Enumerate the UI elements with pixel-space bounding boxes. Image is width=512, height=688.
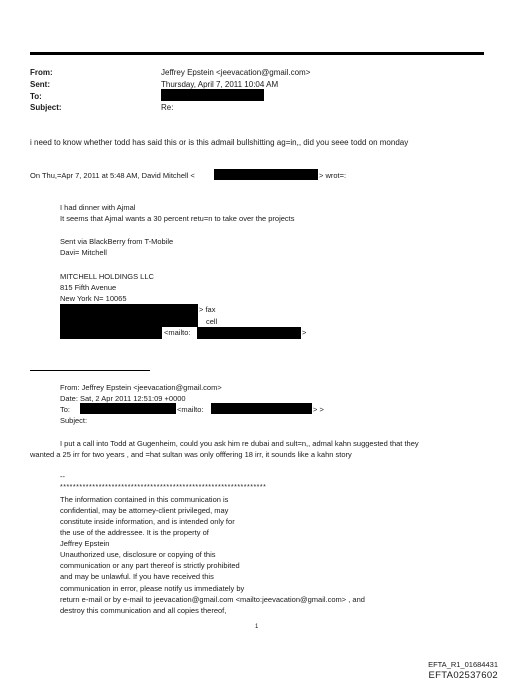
disclaimer-line: constitute inside information, and is intended only for bbox=[60, 517, 235, 526]
subject-value: Re: bbox=[161, 103, 174, 112]
address-line-2: New York N= 10065 bbox=[60, 294, 127, 303]
disclaimer-stars: **************************************************************** bbox=[60, 484, 267, 491]
fwd-para-line-2: wanted a 25 irr for two years , and =hat sultan was only offfering 18 irr, it sounds like a kahn story bbox=[30, 450, 352, 459]
disclaimer-line: the use of the addressee. It is the property of bbox=[60, 528, 209, 537]
sent-value: Thursday, April 7, 2011 10:04 AM bbox=[161, 80, 279, 89]
disclaimer-line: and may be unlawful. If you have received this bbox=[60, 572, 214, 581]
sent-via: Sent via BlackBerry from T-Mobile bbox=[60, 237, 174, 246]
to-label: To: bbox=[30, 92, 42, 101]
mailto-label: <mailto: bbox=[164, 328, 191, 337]
disclaimer-line: communication in error, please notify us immediately by bbox=[60, 584, 245, 593]
fwd-to-redaction bbox=[80, 403, 176, 414]
sig-dashes: -- bbox=[60, 472, 65, 481]
disclaimer-line: confidential, may be attorney-client privileged, may bbox=[60, 506, 229, 515]
from-label: From: bbox=[30, 68, 53, 77]
disclaimer-line: return e-mail or by e-mail to jeevacation@gmail.com <mailto:jeevacation@gmail.com> , and bbox=[60, 595, 365, 604]
disclaimer-line: Jeffrey Epstein bbox=[60, 539, 110, 548]
company-name: MITCHELL HOLDINGS LLC bbox=[60, 272, 154, 281]
reply-redaction bbox=[214, 169, 318, 180]
page-number: 1 bbox=[255, 624, 259, 630]
fwd-email-redaction bbox=[211, 403, 312, 414]
cell-label: cell bbox=[206, 317, 218, 326]
disclaimer-line: destroy this communication and all copies thereof, bbox=[60, 606, 227, 615]
cell-redaction bbox=[60, 327, 162, 339]
disclaimer-line: communication or any part thereof is strictly prohibited bbox=[60, 561, 240, 570]
reply-suffix: > wrot=: bbox=[319, 171, 347, 180]
fwd-mailto-end: > > bbox=[313, 405, 324, 414]
fwd-date: Date: Sat, 2 Apr 2011 12:51:09 +0000 bbox=[60, 394, 186, 403]
message-line: i need to know whether todd has said this or is this admail bullshitting ag=in,, did you seee todd on monday bbox=[30, 138, 409, 147]
disclaimer-line: The information contained in this communication is bbox=[60, 495, 229, 504]
fwd-mailto-label: <mailto: bbox=[177, 405, 204, 414]
fwd-subject: Subject: bbox=[60, 416, 88, 425]
disclaimer-line: Unauthorized use, disclosure or copying of this bbox=[60, 550, 216, 559]
separator-rule bbox=[30, 370, 150, 371]
fax-label: > fax bbox=[199, 305, 216, 314]
email-redaction bbox=[197, 327, 301, 339]
subject-label: Subject: bbox=[30, 103, 62, 112]
address-line-1: 815 Fifth Avenue bbox=[60, 283, 117, 292]
sent-label: Sent: bbox=[30, 80, 50, 89]
fwd-from: From: Jeffrey Epstein <jeevacation@gmail.com> bbox=[60, 383, 222, 392]
bates-id-1: EFTA_R1_01684431 bbox=[428, 660, 498, 669]
phone-redaction bbox=[60, 304, 198, 315]
to-redaction bbox=[161, 89, 264, 101]
bates-id-2: EFTA02537602 bbox=[428, 670, 498, 681]
from-value: Jeffrey Epstein <jeevacation@gmail.com> bbox=[161, 68, 311, 77]
mailto-end: > bbox=[302, 328, 307, 337]
signer-name: Davi= Mitchell bbox=[60, 248, 107, 257]
header-rule bbox=[30, 52, 484, 55]
quoted-line-1: I had dinner with Ajmal bbox=[60, 203, 136, 212]
fwd-to-label: To: bbox=[60, 405, 71, 414]
quoted-line-2: It seems that Ajmal wants a 30 percent retu=n to take over the projects bbox=[60, 214, 295, 223]
fax-redaction bbox=[60, 315, 198, 327]
reply-prefix: On Thu,=Apr 7, 2011 at 5:48 AM, David Mitchell < bbox=[30, 171, 195, 180]
fwd-para-line-1: I put a call into Todd at Gugenheim, could you ask him re dubai and sult=n,, admal kahn suggested that they bbox=[60, 439, 419, 448]
